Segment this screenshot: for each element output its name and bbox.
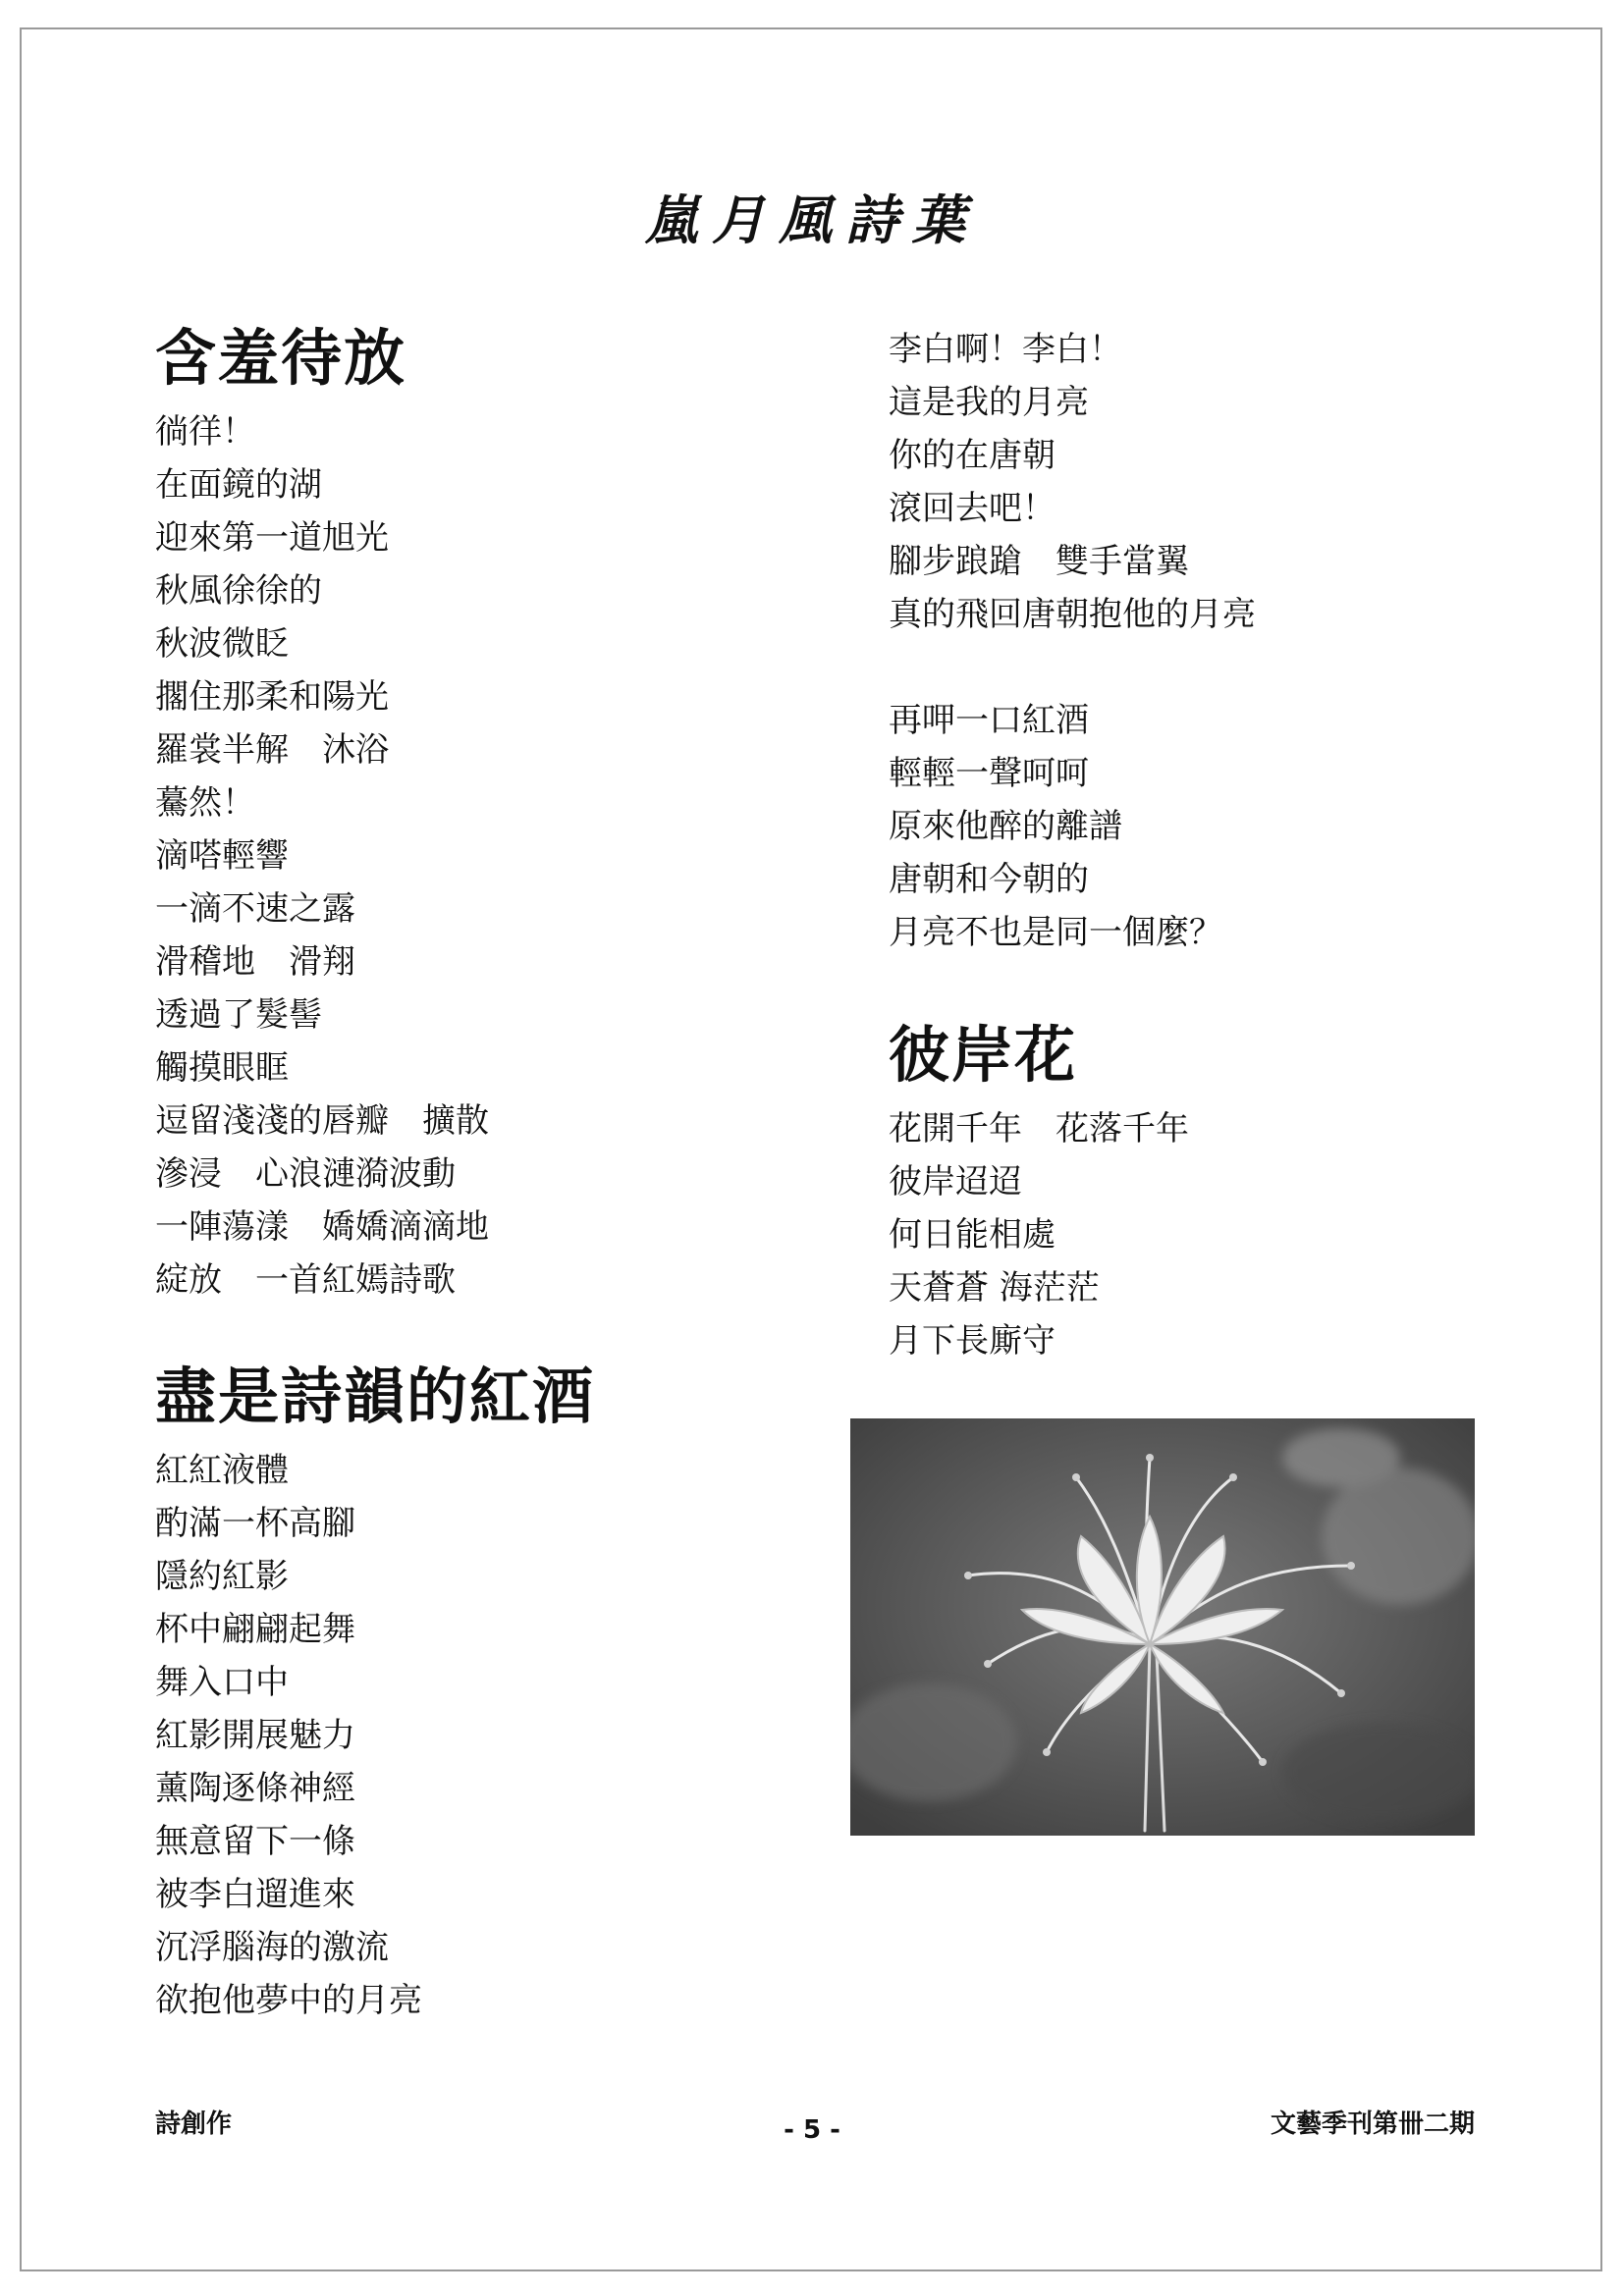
poem-line: 徜徉！ bbox=[155, 412, 255, 452]
poem-line: 擱住那柔和陽光 bbox=[155, 677, 389, 717]
poem-title-hongjiu: 盡是詩韻的紅酒 bbox=[155, 1361, 596, 1432]
footer-publication: 文藝季刊第卌二期 bbox=[1270, 2109, 1475, 2139]
poem-line: 月下長廝守 bbox=[889, 1321, 1056, 1361]
footer-page-number: - 5 - bbox=[784, 2115, 840, 2145]
poem-line: 腳步踉蹌 雙手當翼 bbox=[889, 542, 1189, 581]
poem-line: 秋波微眨 bbox=[155, 624, 289, 664]
poem-line: 欲抱他夢中的月亮 bbox=[155, 1981, 422, 2020]
right-column bbox=[889, 319, 1497, 1367]
poem-title-hanxiu: 含羞待放 bbox=[155, 322, 407, 394]
spider-lily-photo bbox=[850, 1418, 1475, 1836]
poem-title-bianhua: 彼岸花 bbox=[889, 1019, 1078, 1091]
left-column bbox=[155, 319, 823, 2027]
poem-line: 迎來第一道旭光 bbox=[155, 518, 389, 558]
poem-lines-bianhua bbox=[889, 1102, 1497, 1367]
poem-line: 在面鏡的湖 bbox=[155, 465, 322, 505]
poem-line: 真的飛回唐朝抱他的月亮 bbox=[889, 595, 1256, 634]
poem-line: 透過了髮髻 bbox=[155, 995, 322, 1035]
footer-section: 詩創作 bbox=[155, 2109, 233, 2139]
poem-line: 彼岸迢迢 bbox=[889, 1162, 1022, 1201]
page-title: 嵐月風詩葉 bbox=[645, 188, 979, 251]
poem-line: 舞入口中 bbox=[155, 1663, 289, 1702]
poem-line: 紅紅液體 bbox=[155, 1451, 289, 1490]
poem-line: 一陣蕩漾 嬌嬌滴滴地 bbox=[155, 1207, 489, 1247]
poem-line: 隱約紅影 bbox=[155, 1557, 289, 1596]
poem-line: 杯中翩翩起舞 bbox=[155, 1610, 355, 1649]
poem-line: 滲浸 心浪漣漪波動 bbox=[155, 1154, 456, 1194]
poem-line: 被李白遛進來 bbox=[155, 1875, 355, 1914]
poem-line: 無意留下一條 bbox=[155, 1822, 355, 1861]
poem-line: 花開千年 花落千年 bbox=[889, 1109, 1189, 1148]
poem-line: 滾回去吧！ bbox=[889, 489, 1056, 528]
poem-line: 驀然！ bbox=[155, 783, 255, 823]
poem-line: 滴嗒輕響 bbox=[155, 836, 289, 876]
poem-line: 滑稽地 滑翔 bbox=[155, 942, 355, 982]
poem-line: 薰陶逐條神經 bbox=[155, 1769, 355, 1808]
poem-line: 一滴不速之露 bbox=[155, 889, 355, 929]
poem-lines-hongjiu-continued bbox=[889, 323, 1497, 959]
poem-lines-hanxiu bbox=[155, 405, 823, 1307]
spider-lily-icon bbox=[850, 1418, 1475, 1836]
stanza-break bbox=[889, 641, 1497, 694]
poem-line: 月亮不也是同一個麼？ bbox=[889, 913, 1222, 952]
poem-line: 這是我的月亮 bbox=[889, 383, 1089, 422]
poem-line: 酌滿一杯高腳 bbox=[155, 1504, 355, 1543]
poem-line: 唐朝和今朝的 bbox=[889, 860, 1089, 899]
poem-line: 原來他醉的離譜 bbox=[889, 807, 1122, 846]
poem-line: 逗留淺淺的唇瓣 擴散 bbox=[155, 1101, 489, 1141]
poem-line: 李白啊！李白！ bbox=[889, 330, 1122, 369]
poem-line: 天蒼蒼 海茫茫 bbox=[889, 1268, 1100, 1308]
poem-line: 秋風徐徐的 bbox=[155, 571, 322, 611]
poem-line: 再呷一口紅酒 bbox=[889, 701, 1089, 740]
poem-line: 紅影開展魅力 bbox=[155, 1716, 355, 1755]
poem-line: 羅裳半解 沐浴 bbox=[155, 730, 389, 770]
poem-line: 綻放 一首紅嫣詩歌 bbox=[155, 1260, 456, 1300]
poem-line: 何日能相處 bbox=[889, 1215, 1056, 1255]
poem-line: 輕輕一聲呵呵 bbox=[889, 754, 1089, 793]
poem-line: 觸摸眼眶 bbox=[155, 1048, 289, 1088]
poem-line: 沉浮腦海的激流 bbox=[155, 1928, 389, 1967]
poem-lines-hongjiu bbox=[155, 1444, 823, 2027]
poem-line: 你的在唐朝 bbox=[889, 436, 1056, 475]
